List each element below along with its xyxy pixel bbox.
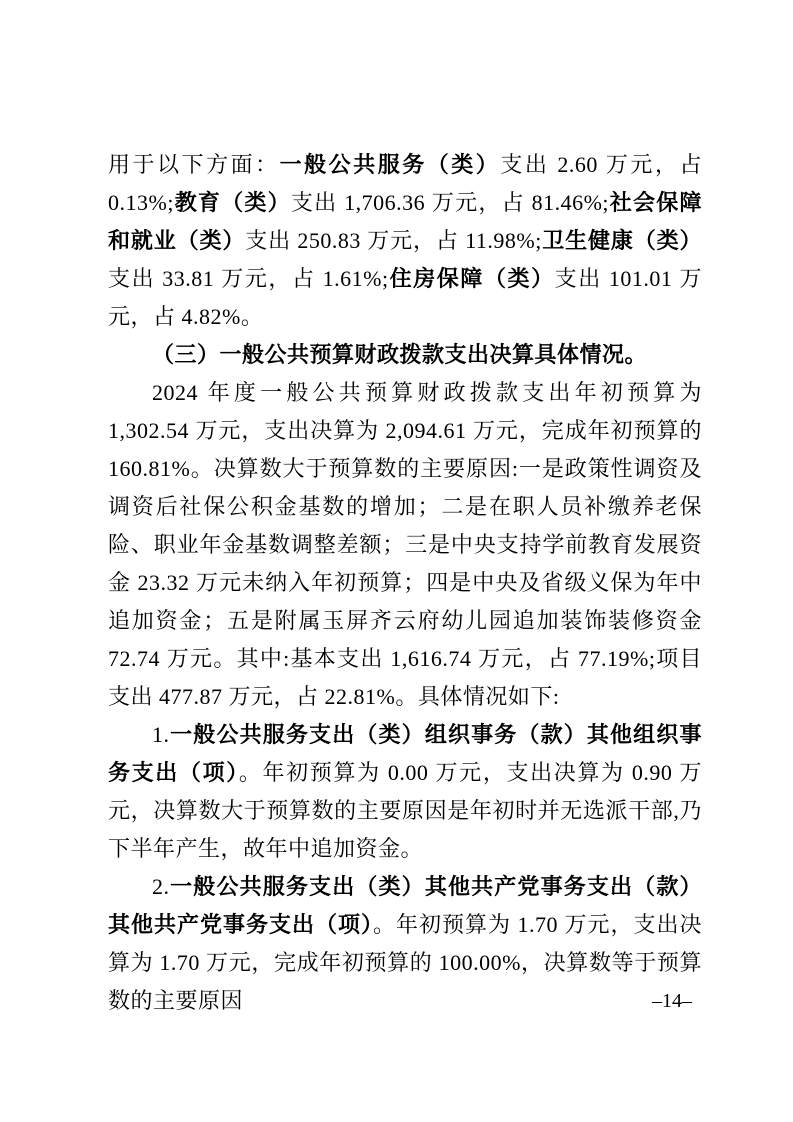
bold-text-run: 一般公共服务支出（类）其他共产党事务支出（款）其他共产党事务支出（项） xyxy=(108,874,702,937)
paragraph xyxy=(108,716,702,868)
text-run: 1. xyxy=(152,722,170,747)
text-run: 用于以下方面： xyxy=(108,152,280,177)
text-run: 支出 33.81 万元，占 1.61%; xyxy=(108,266,389,291)
text-run: 支出 250.83 万元，占 11.98%; xyxy=(245,228,542,253)
paragraph xyxy=(108,868,702,1020)
bold-text-run: 教育（类） xyxy=(173,190,291,215)
text-run: 。年初预算为 1.70 万元，支出决算为 1.70 万元，完成年初预算的 100.00%，决算数等于预算数的主要原因 xyxy=(108,912,702,1013)
text-run: 。年初预算为 0.00 万元，支出决算为 0.90 万元，决算数大于预算数的主要原因是年初时并无选派干部,乃下半年产生，故年中追加资金。 xyxy=(108,760,702,861)
document-body xyxy=(108,146,702,1020)
bold-text-run: 一般公共服务（类） xyxy=(279,152,501,177)
paragraph xyxy=(108,146,702,336)
bold-text-run: 一般公共服务支出（类）组织事务（款）其他组织事务支出（项） xyxy=(108,722,702,785)
text-run: 2. xyxy=(152,874,170,899)
bold-text-run: （三）一般公共预算财政拨款支出决算具体情况。 xyxy=(152,342,648,367)
text-run: 2024 年度一般公共预算财政拨款支出年初预算为 1,302.54 万元，支出决算为 2,094.61 万元，完成年初预算的 160.81%。决算数大于预算数的主要原因:一是政策性调资及调资后社保公积金基数的增加；二是在职人员补缴养老保险、职业年金基数调整差额；三是中央支持学前教育发展资金 23.32 万元未纳入年初预算；四是中央及省级义保为年中追加资金；五是附属玉屏齐云府幼儿园追加装饰装修资金 72.74 万元。其中:基本支出 1,616.74 万元，占 77.19%;项目支出 477.87 万元，占 22.81%。具体情况如下: xyxy=(108,380,702,709)
text-run: 支出 101.01 万元，占 4.82%。 xyxy=(108,266,702,329)
text-run: 支出 1,706.36 万元，占 81.46%; xyxy=(290,190,610,215)
section-heading xyxy=(108,336,702,374)
bold-text-run: 社会保障和就业（类） xyxy=(108,190,702,253)
text-run: 支出 2.60 万元，占 0.13%; xyxy=(108,152,702,215)
paragraph xyxy=(108,374,702,716)
bold-text-run: 住房保障（类） xyxy=(388,266,555,291)
bold-text-run: 卫生健康（类） xyxy=(541,228,702,253)
page-number: –14– xyxy=(652,990,692,1012)
